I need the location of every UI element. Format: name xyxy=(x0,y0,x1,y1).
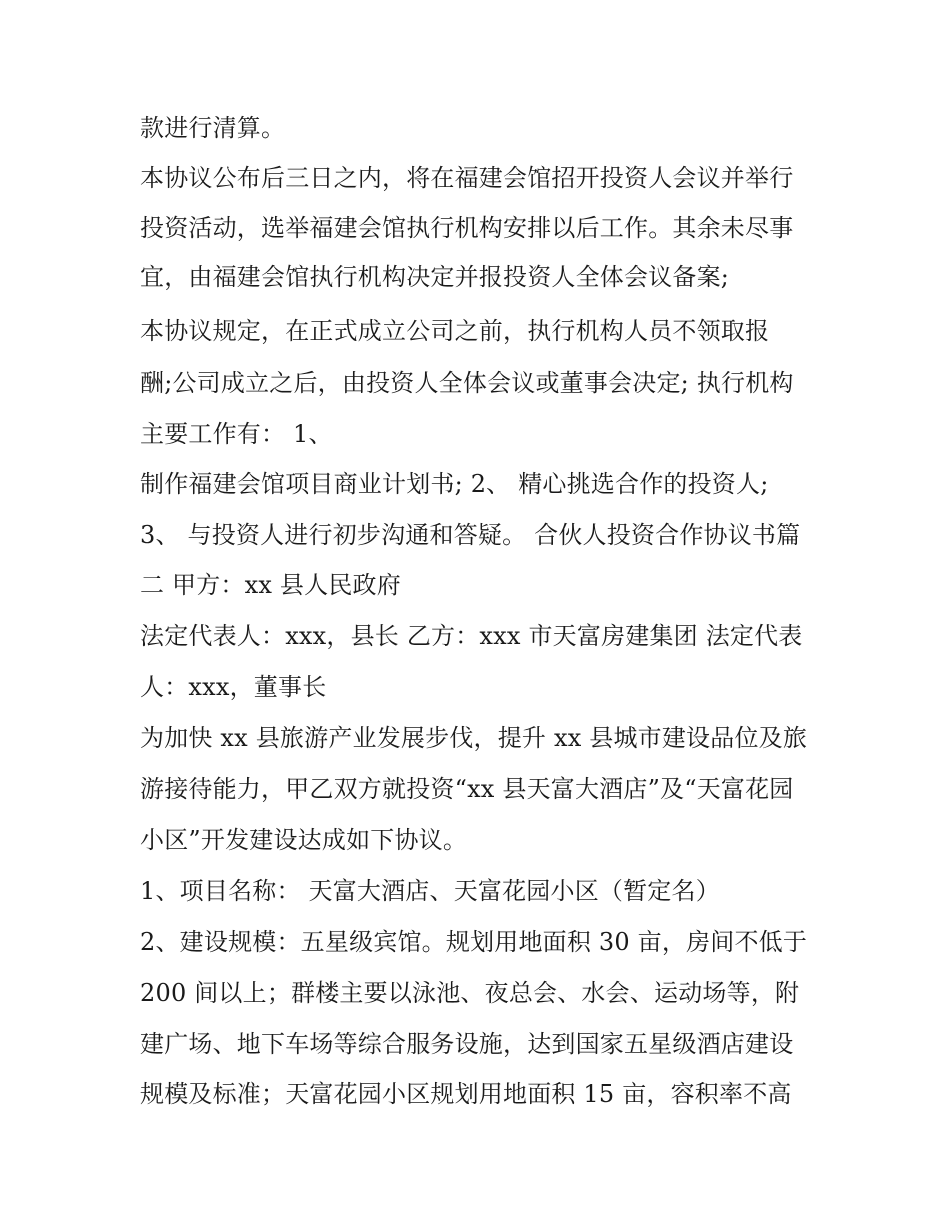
text-line: 款进行清算。 xyxy=(140,114,286,142)
text-line: 规模及标准；天富花园小区规划用地面积 15 亩，容积率不高 xyxy=(140,1080,792,1108)
text-line: 投资活动，选举福建会馆执行机构安排以后工作。其余未尽事 xyxy=(140,214,794,242)
text-line: 人：xxx，董事长 xyxy=(140,673,327,701)
text-line: 法定代表人：xxx，县长 乙方：xxx 市天富房建集团 法定代表 xyxy=(140,622,803,650)
text-line: 小区”开发建设达成如下协议。 xyxy=(140,826,468,854)
text-line: 2、建设规模：五星级宾馆。规划用地面积 30 亩，房间不低于 xyxy=(140,928,808,956)
text-line: 二 甲方：xx 县人民政府 xyxy=(140,571,401,599)
text-line: 建广场、地下车场等综合服务设施，达到国家五星级酒店建设 xyxy=(140,1030,794,1058)
text-line: 3、 与投资人进行初步沟通和答疑。 合伙人投资合作协议书篇 xyxy=(140,521,801,549)
text-line: 制作福建会馆项目商业计划书; 2、 精心挑选合作的投资人; xyxy=(140,470,769,498)
text-line: 游接待能力，甲乙双方就投资“xx 县天富大酒店”及“天富花园 xyxy=(140,775,794,803)
text-line: 酬;公司成立之后，由投资人全体会议或董事会决定; 执行机构 xyxy=(140,369,794,397)
text-line: 为加快 xx 县旅游产业发展步伐，提升 xx 县城市建设品位及旅 xyxy=(140,724,808,752)
text-line: 主要工作有： 1、 xyxy=(140,420,333,448)
text-line: 本协议公布后三日之内，将在福建会馆招开投资人会议并举行 xyxy=(140,164,794,192)
text-line: 200 间以上；群楼主要以泳池、夜总会、水会、运动场等，附 xyxy=(140,979,800,1007)
text-line: 1、项目名称： 天富大酒店、天富花园小区（暂定名） xyxy=(140,877,720,905)
text-line: 宜，由福建会馆执行机构决定并报投资人全体会议备案; xyxy=(140,263,730,291)
text-line: 本协议规定，在正式成立公司之前，执行机构人员不领取报 xyxy=(140,317,770,345)
